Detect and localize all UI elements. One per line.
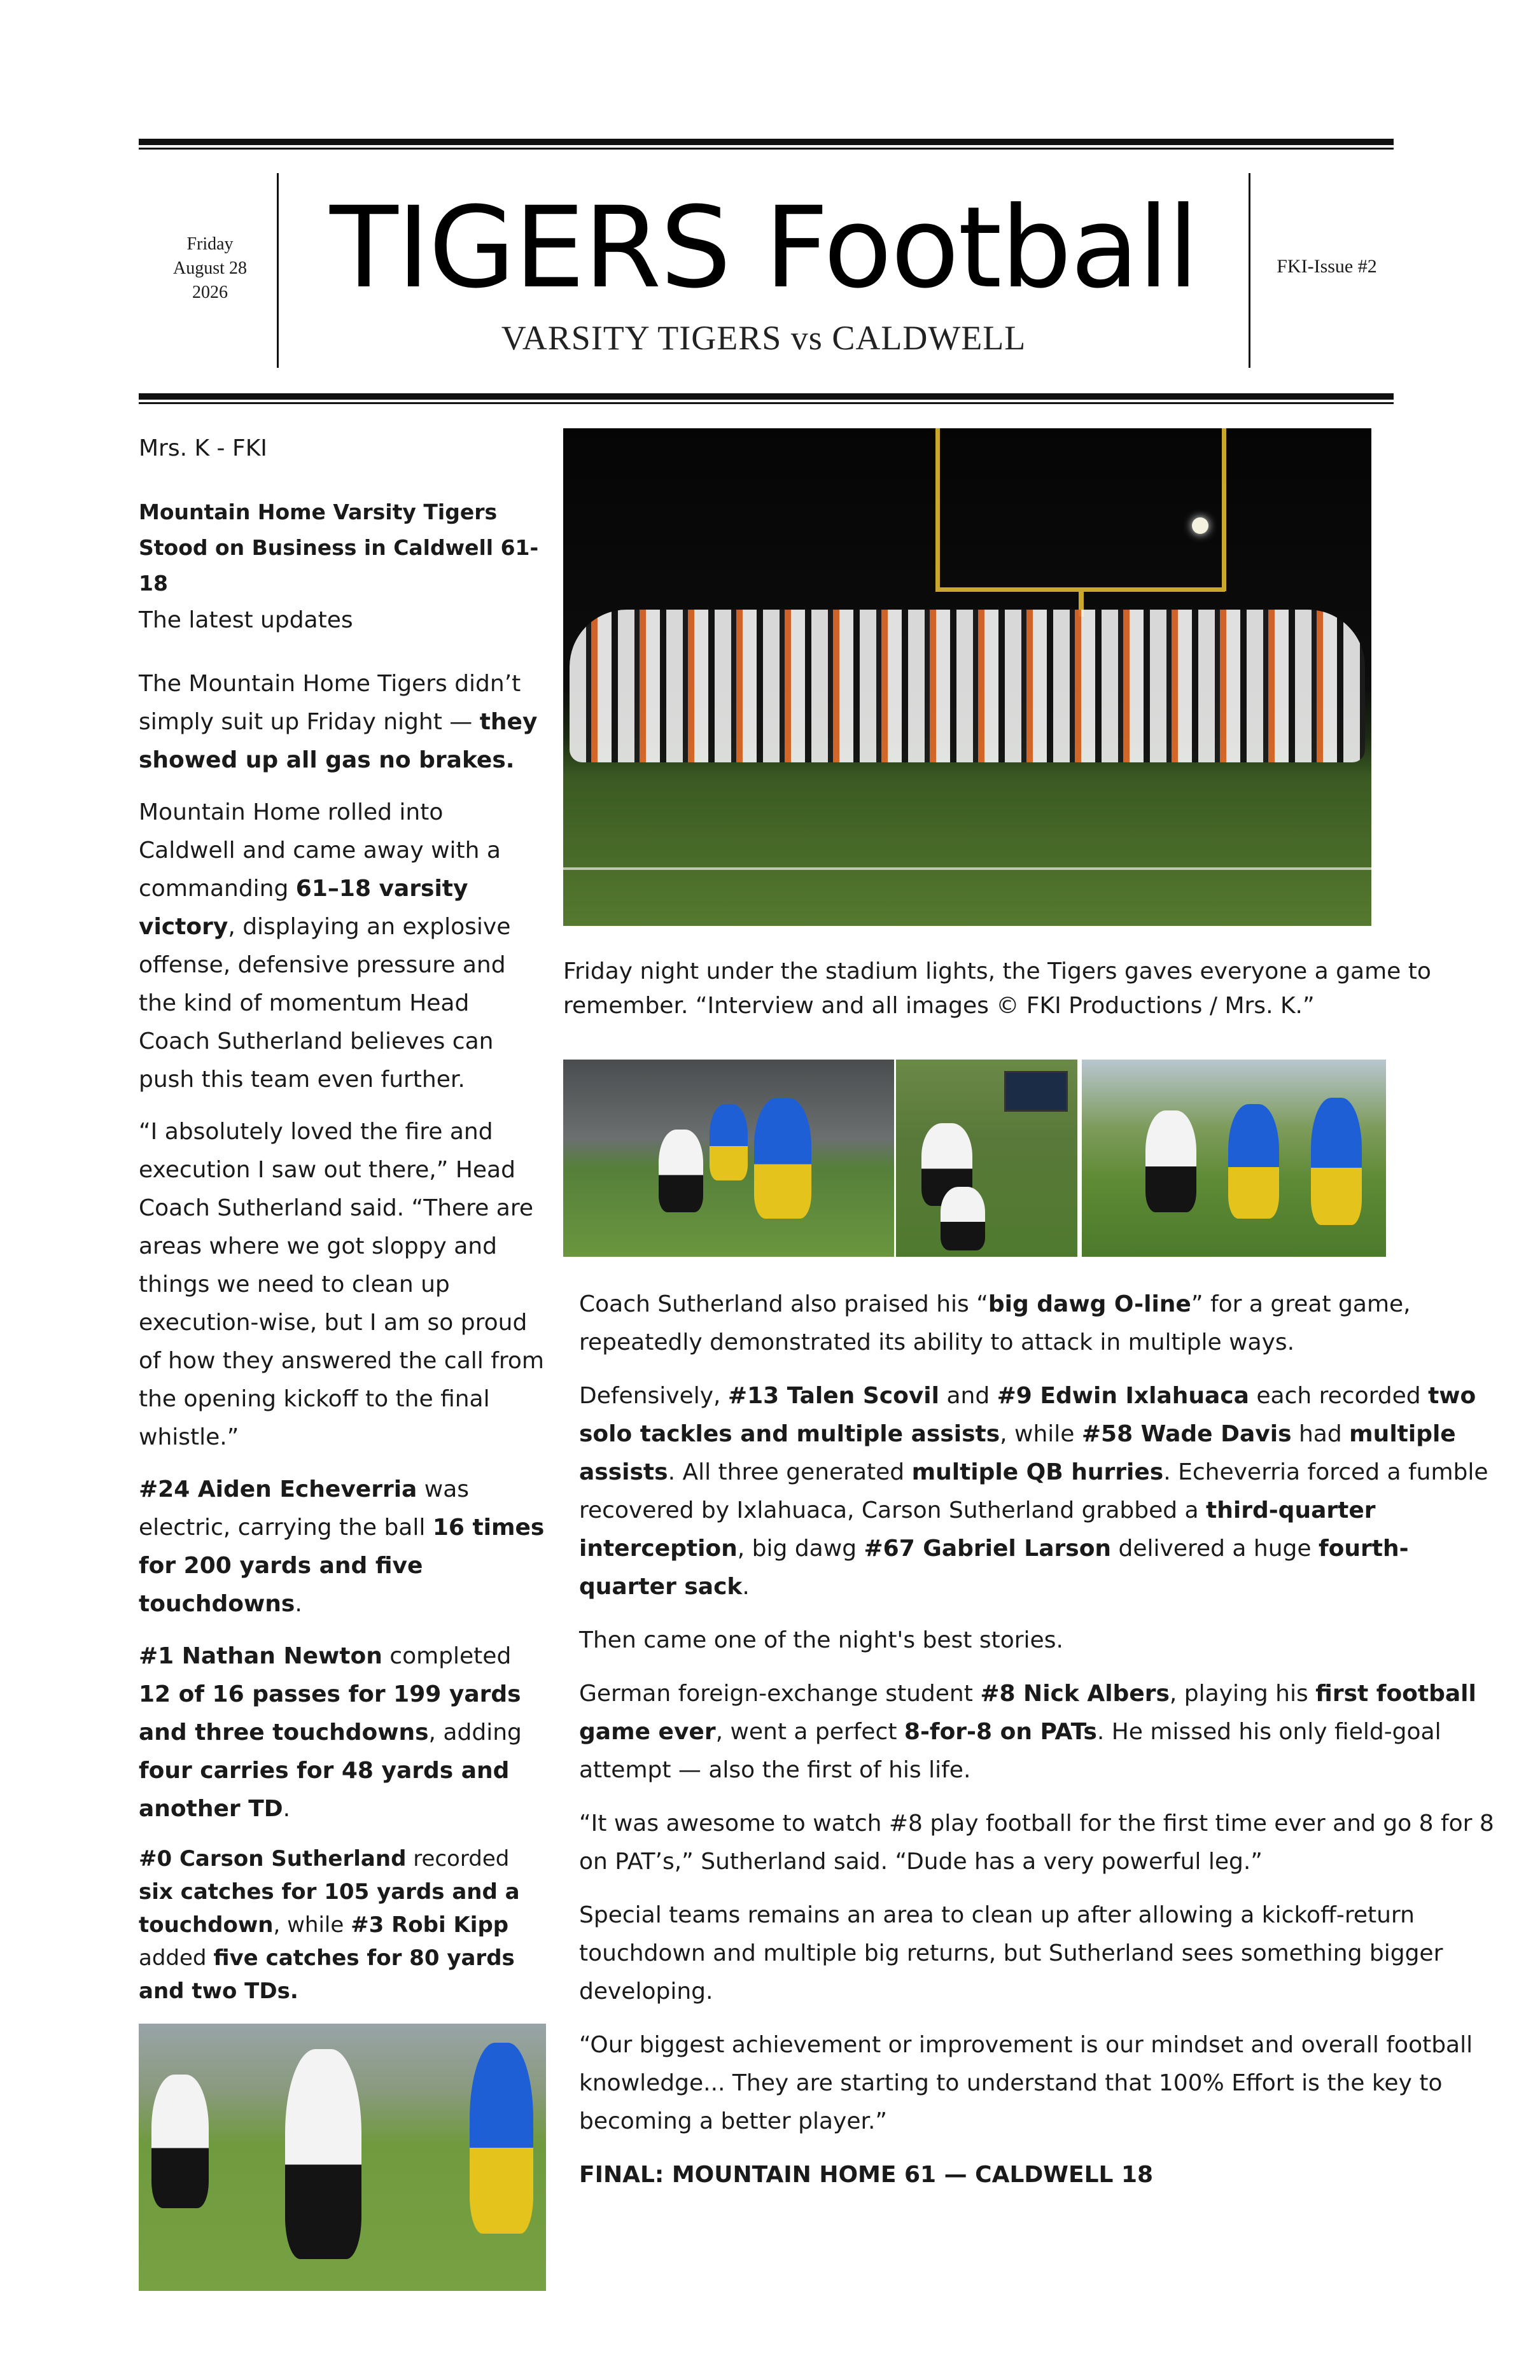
tiger-player [151, 2075, 209, 2208]
paragraph-newton: #1 Nathan Newton completed 12 of 16 passes for 199 yards and three touchdowns, adding four carries for 48 yards and another TD. [139, 1643, 522, 1822]
masthead-bottom-rule [139, 393, 1394, 400]
masthead-top-rule-thin [139, 148, 1394, 150]
action-photo-3 [1082, 1060, 1386, 1257]
team-group [570, 610, 1365, 762]
paragraph-oline: Coach Sutherland also praised his “big dawg O-line” for a great game, repeatedly demonstrated its ability to attack in multiple ways. [579, 1291, 1411, 1355]
paragraph-recap: Mountain Home rolled into Caldwell and came away with a commanding 61–18 varsity victory, displaying an explosive offense, defensive pressure and the kind of momentum Head Coach Sutherland believes can push this team even further. [139, 799, 511, 1093]
issue-month-day: August 28 [173, 258, 247, 278]
tiger-player [1145, 1110, 1196, 1212]
scoreboard [1004, 1071, 1068, 1112]
newsletter-subtitle: VARSITY TIGERS vs CALDWELL [501, 319, 1026, 357]
caldwell-player [470, 2043, 533, 2234]
article-subhead: The latest updates [139, 607, 353, 633]
yard-line [563, 867, 1371, 870]
right-column [579, 1285, 1495, 2209]
paragraph-special-teams: Special teams remains an area to clean up after allowing a kickoff-return touchdown and multiple big returns, but Sutherland sees something bigger developing. [579, 1902, 1443, 2005]
paragraph-albers-quote: “It was awesome to watch #8 play football for the first time ever and go 8 for 8 on PAT’s,” Sutherland said. “Dude has a very powerful leg.” [579, 1810, 1494, 1875]
issue-date [146, 232, 274, 305]
final-score: FINAL: MOUNTAIN HOME 61 — CALDWELL 18 [579, 2162, 1154, 2188]
action-photo-2 [896, 1060, 1077, 1257]
tiger-player [659, 1130, 703, 1212]
paragraph-intro: The Mountain Home Tigers didn’t simply suit up Friday night — they showed up all gas no brakes. [139, 671, 538, 773]
goalpost-left-upright [935, 428, 940, 591]
paragraph-albers: German foreign-exchange student #8 Nick Albers, playing his first football game ever, went a perfect 8-for-8 on PATs. He missed his only field-goal attempt — also the first of his life. [579, 1681, 1476, 1783]
paragraph-coach-quote: “I absolutely loved the fire and execution I saw out there,” Head Coach Sutherland said. “There are areas where we got sloppy and things we need to clean up execution-wise, but I am so proud of how they answered the call from the opening kickoff to the final whistle.” [139, 1119, 544, 1450]
left-column [139, 430, 546, 2022]
paragraph-receivers: #0 Carson Sutherland recorded six catches for 105 yards and a touchdown, while #3 Robi Kipp added five catches for 80 yards and two TDs. [139, 1846, 520, 2004]
caldwell-player [1311, 1098, 1362, 1225]
issue-number: FKI-Issue #2 [1277, 256, 1377, 277]
masthead-top-rule [139, 139, 1394, 145]
tiger-player [941, 1187, 985, 1250]
action-photo-1 [563, 1060, 894, 1257]
photo-caption: Friday night under the stadium lights, the Tigers gaves everyone a game to remember. “Interview and all images © FKI Productions / Mrs. K.” [563, 958, 1431, 1019]
paragraph-echeverria: #24 Aiden Echeverria was electric, carrying the ball 16 times for 200 yards and five touchdowns. [139, 1476, 545, 1617]
goalpost-right-upright [1222, 428, 1226, 591]
caldwell-player [754, 1098, 811, 1219]
caldwell-player [1228, 1104, 1279, 1219]
caldwell-player [710, 1104, 748, 1180]
masthead-divider-left [277, 173, 279, 368]
paragraph-best-story: Then came one of the night's best stories. [579, 1627, 1063, 1653]
newsletter-title: TIGERS Football [330, 183, 1198, 313]
team-photo [563, 428, 1371, 926]
issue-year: 2026 [192, 283, 228, 302]
masthead-bottom-rule-thin [139, 402, 1394, 404]
paragraph-mindset-quote: “Our biggest achievement or improvement is our mindset and overall football knowledge... They are starting to understand that 100% Effort is the key to becoming a better player.” [579, 2032, 1473, 2134]
moon [1192, 517, 1208, 534]
issue-weekday: Friday [186, 234, 234, 254]
paragraph-defense: Defensively, #13 Talen Scovil and #9 Edwin Ixlahuaca each recorded two solo tackles and multiple assists, while #58 Wade Davis had multiple assists. All three generated multiple QB hurries. Echeverria forced a fumble recovered by Ixlahuaca, Carson Sutherland grabbed a third-quarter interception, big dawg #67 Gabriel Larson delivered a huge fourth-quarter sack. [579, 1383, 1488, 1600]
masthead-divider-right [1249, 173, 1250, 368]
action-photo-ball-carrier [139, 2024, 546, 2291]
ball-carrier-player [285, 2049, 361, 2259]
byline: Mrs. K - FKI [139, 435, 267, 461]
article-headline: Mountain Home Varsity Tigers Stood on Business in Caldwell 61-18 [139, 500, 539, 596]
